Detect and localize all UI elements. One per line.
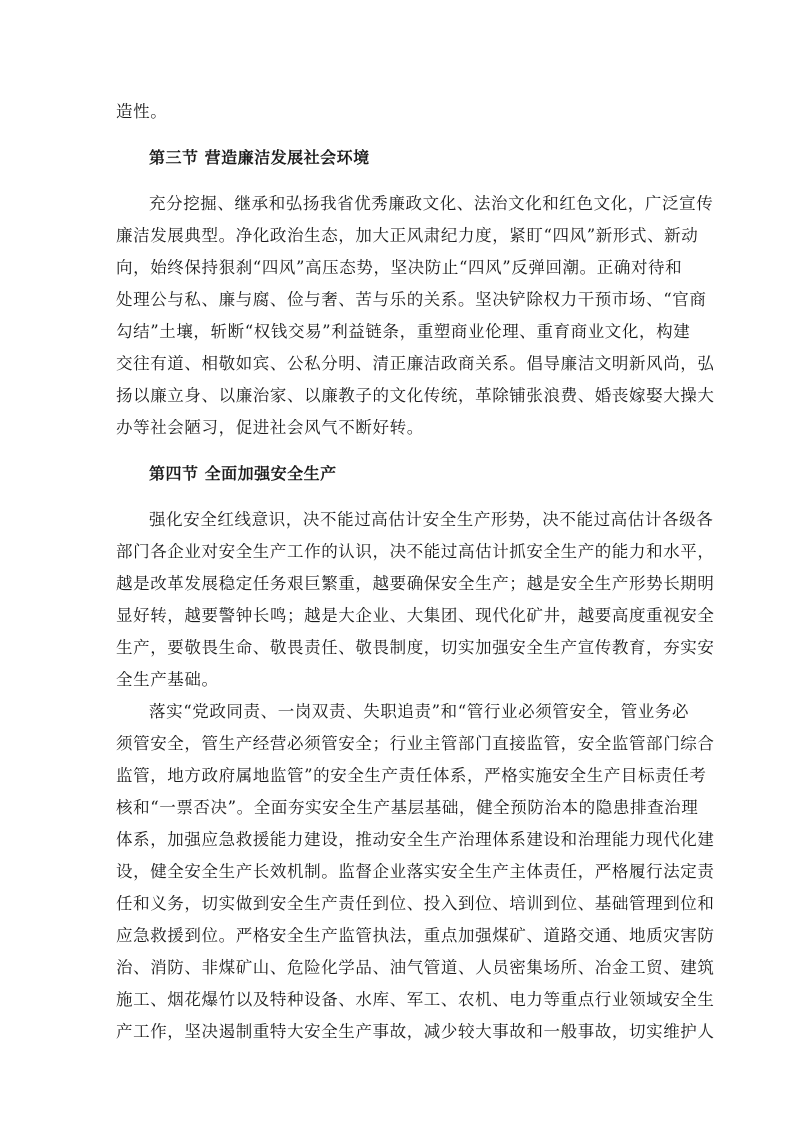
paragraph-continuation: 造性。 bbox=[116, 102, 168, 121]
text-line: 监管，地方政府属地监管”的安全生产责任体系，严格实施安全生产目标责任考 bbox=[116, 766, 707, 785]
spacer bbox=[116, 174, 678, 188]
section-heading-4: 第四节 全面加强安全生产 bbox=[149, 464, 337, 483]
section-4-paragraph-1 bbox=[116, 504, 715, 696]
spacer bbox=[116, 490, 678, 504]
text-line: 扬以廉立身、以廉治家、以廉教子的文化传统，革除铺张浪费、婚丧嫁娶大操大 bbox=[116, 386, 715, 405]
text-line: 处理公与私、廉与腐、俭与奢、苦与乐的关系。坚决铲除权力干预市场、“官商 bbox=[116, 290, 707, 309]
spacer bbox=[116, 444, 678, 458]
text-line: 强化安全红线意识，决不能过高估计安全生产形势，决不能过高估计各级各 bbox=[149, 510, 714, 529]
text-line: 应急救援到位。严格安全生产监管执法，重点加强煤矿、道路交通、地质灾害防 bbox=[116, 926, 715, 945]
text-line: 全生产基础。 bbox=[116, 670, 219, 689]
text-line: 廉洁发展典型。净化政治生态，加大正风肃纪力度，紧盯“四风”新形式、新动 bbox=[116, 226, 699, 245]
text-line: 设，健全安全生产长效机制。监督企业落实安全生产主体责任，严格履行法定责 bbox=[116, 862, 715, 881]
text-line: 显好转，越要警钟长鸣；越是大企业、大集团、现代化矿井，越要高度重视安全 bbox=[116, 606, 715, 625]
spacer bbox=[116, 128, 678, 142]
text-line: 办等社会陋习，促进社会风气不断好转。 bbox=[116, 418, 424, 437]
text-line: 部门各企业对安全生产工作的认识，决不能过高估计抓安全生产的能力和水平， bbox=[116, 542, 715, 561]
text-line: 交往有道、相敬如宾、公私分明、清正廉洁政商关系。倡导廉洁文明新风尚，弘 bbox=[116, 354, 715, 373]
section-4-paragraph-2 bbox=[116, 696, 715, 1048]
section-heading-3: 第三节 营造廉洁发展社会环境 bbox=[149, 148, 370, 167]
text-line: 任和义务，切实做到安全生产责任到位、投入到位、培训到位、基础管理到位和 bbox=[116, 894, 715, 913]
document-page bbox=[116, 96, 715, 1048]
text-line: 落实“党政同责、一岗双责、失职追责”和“管行业必须管安全，管业务必 bbox=[149, 702, 690, 721]
text-line: 治、消防、非煤矿山、危险化学品、油气管道、人员密集场所、冶金工贸、建筑 bbox=[116, 958, 715, 977]
text-line: 生产，要敬畏生命、敬畏责任、敬畏制度，切实加强安全生产宣传教育，夯实安 bbox=[116, 638, 715, 657]
text-line: 越是改革发展稳定任务艰巨繁重，越要确保安全生产；越是安全生产形势长期明 bbox=[116, 574, 715, 593]
text-line: 须管安全，管生产经营必须管安全；行业主管部门直接监管，安全监管部门综合 bbox=[116, 734, 715, 753]
text-line: 体系，加强应急救援能力建设，推动安全生产治理体系建设和治理能力现代化建 bbox=[116, 830, 715, 849]
section-3-paragraph bbox=[116, 188, 715, 444]
text-line: 充分挖掘、继承和弘扬我省优秀廉政文化、法治文化和红色文化，广泛宣传 bbox=[149, 194, 714, 213]
text-line: 核和“一票否决”。全面夯实安全生产基层基础，健全预防治本的隐患排查治理 bbox=[116, 798, 699, 817]
text-line: 施工、烟花爆竹以及特种设备、水库、军工、农机、电力等重点行业领域安全生 bbox=[116, 990, 715, 1009]
text-line: 勾结”土壤，斩断“权钱交易”利益链条，重塑商业伦理、重育商业文化，构建 bbox=[116, 322, 691, 341]
text-line: 向，始终保持狠刹“四风”高压态势，坚决防止“四风”反弹回潮。正确对待和 bbox=[116, 258, 683, 277]
text-line: 产工作，坚决遏制重特大安全生产事故，减少较大事故和一般事故，切实维护人 bbox=[116, 1022, 715, 1041]
